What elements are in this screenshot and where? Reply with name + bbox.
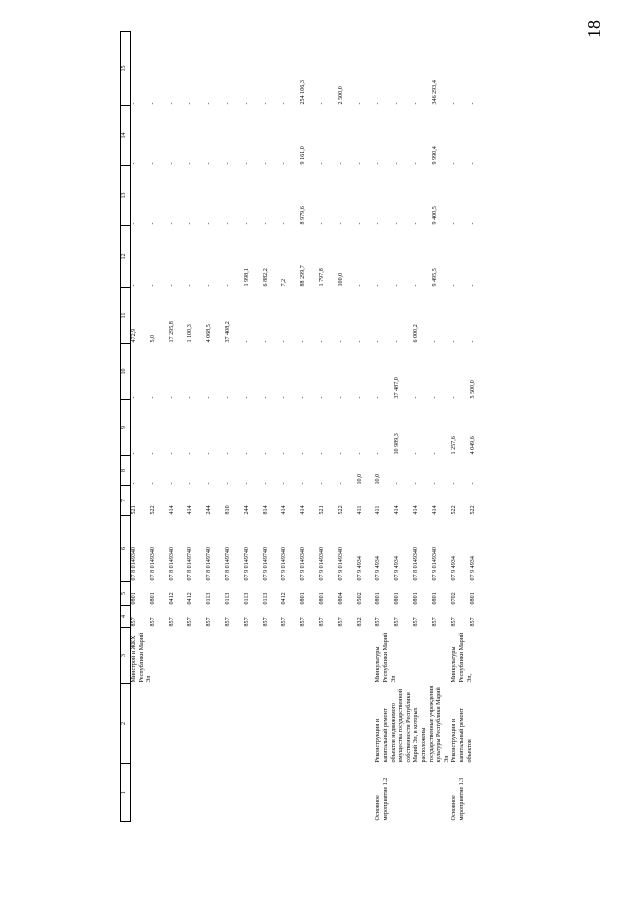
table-cell: - xyxy=(300,396,307,399)
table-cell: 10 989,3 xyxy=(394,433,401,455)
table-cell: - xyxy=(337,396,344,399)
table-cell: 10,0 xyxy=(356,473,363,485)
table-cell: 07 9 0149340 xyxy=(318,546,325,581)
table-cell: 07 8 0149740 xyxy=(206,546,213,581)
table-cell: 07 8 0149340 xyxy=(168,546,175,581)
column-number: 14 xyxy=(121,106,131,166)
table-cell: - xyxy=(262,222,269,225)
table-cell: - xyxy=(394,284,401,287)
table-cell: 832 xyxy=(356,617,363,627)
table-cell: - xyxy=(243,452,250,455)
table-cell: 07 9 0149340 xyxy=(281,546,288,581)
table-cell: 07 8 0149340 xyxy=(149,546,156,581)
table-row xyxy=(131,32,150,822)
table-cell: 1 100,3 xyxy=(187,324,194,343)
table-cell: 07 8 0149740 xyxy=(224,546,231,581)
rotated-table-wrapper xyxy=(120,32,590,822)
table-cell: - xyxy=(131,102,137,105)
table-cell: - xyxy=(356,162,363,165)
table-cell: 0801 xyxy=(375,592,382,605)
table-cell: 1 257,6 xyxy=(451,436,458,455)
table-cell: 07 9 4934 xyxy=(356,556,363,581)
table-cell: - xyxy=(281,162,288,165)
column-number: 6 xyxy=(121,516,131,582)
table-cell: - xyxy=(206,284,213,287)
table-cell: - xyxy=(206,396,213,399)
table-cell: 07 8 0149340 xyxy=(131,546,137,581)
table-cell: 8 979,6 xyxy=(300,206,307,225)
activity-cell xyxy=(131,764,376,822)
table-cell: 414 xyxy=(187,505,194,515)
table-cell: - xyxy=(281,222,288,225)
table-cell: 0113 xyxy=(224,592,231,605)
table-cell: - xyxy=(262,102,269,105)
table-cell: 814 xyxy=(262,505,269,515)
table-cell: - xyxy=(262,162,269,165)
table-cell: - xyxy=(337,482,344,485)
table-cell: - xyxy=(318,452,325,455)
table-cell: 07 9 4934 xyxy=(451,556,458,581)
table-cell: 0801 xyxy=(432,592,439,605)
table-cell: - xyxy=(206,102,213,105)
table-cell: - xyxy=(168,102,175,105)
table-cell: - xyxy=(394,482,401,485)
column-number: 2 xyxy=(121,684,131,764)
table-cell: 9 495,5 xyxy=(432,268,439,287)
table-cell: - xyxy=(131,396,137,399)
column-number: 10 xyxy=(121,344,131,400)
table-cell: - xyxy=(318,340,325,343)
table-cell: - xyxy=(281,482,288,485)
table-cell: - xyxy=(206,222,213,225)
table-cell: 5 500,0 xyxy=(470,380,477,399)
table-cell: 1 797,8 xyxy=(318,268,325,287)
column-number: 15 xyxy=(121,32,131,106)
table-cell: 522 xyxy=(470,505,477,515)
table-cell: 0113 xyxy=(243,592,250,605)
table-cell: 346 293,4 xyxy=(432,80,439,105)
table-cell: - xyxy=(300,482,307,485)
table-cell: - xyxy=(262,396,269,399)
table-body xyxy=(121,32,490,822)
table-cell: - xyxy=(262,482,269,485)
table-cell: - xyxy=(451,340,458,343)
table-cell: 857 xyxy=(131,617,137,627)
table-cell: 857 xyxy=(149,617,156,627)
table-cell: 857 xyxy=(432,617,439,627)
table-cell: - xyxy=(413,102,420,105)
table-cell: 07 9 4934 xyxy=(470,556,477,581)
table-cell: - xyxy=(451,162,458,165)
header-row xyxy=(121,32,131,822)
name-cell: Реконструкция и капитальный ремонт объектов недвижимого имущества государственной собственности Республики Марий Эл, в которых расположены государственные учреждения культуры Республики Марий Эл xyxy=(375,685,450,763)
table-cell: 07 9 0149740 xyxy=(243,546,250,581)
table-cell: 6 000,2 xyxy=(413,324,420,343)
table-cell: 522 xyxy=(451,505,458,515)
table-cell: - xyxy=(187,102,194,105)
table-cell: 522 xyxy=(149,505,156,515)
table-cell: - xyxy=(262,340,269,343)
table-cell: - xyxy=(224,396,231,399)
table-cell: - xyxy=(224,284,231,287)
table-cell: 0801 xyxy=(131,592,137,605)
table-cell: - xyxy=(149,162,156,165)
table-cell: - xyxy=(318,482,325,485)
table-cell: - xyxy=(318,162,325,165)
table-cell: - xyxy=(413,396,420,399)
table-cell: - xyxy=(187,396,194,399)
table-cell: 414 xyxy=(413,505,420,515)
table-cell: 37 408,2 xyxy=(224,321,231,343)
table-cell: 0113 xyxy=(262,592,269,605)
table-cell: 9 400,5 xyxy=(432,206,439,225)
table-cell: - xyxy=(356,102,363,105)
table-cell: 0113 xyxy=(206,592,213,605)
table-cell: 0801 xyxy=(413,592,420,605)
table-cell: - xyxy=(224,222,231,225)
table-cell: 522 xyxy=(337,505,344,515)
table-cell: - xyxy=(149,284,156,287)
table-cell: - xyxy=(206,452,213,455)
table-cell: - xyxy=(375,452,382,455)
table-cell: 88 299,7 xyxy=(300,265,307,287)
table-cell: - xyxy=(413,222,420,225)
table-cell: - xyxy=(224,162,231,165)
executor-cell: Минкультуры Республики Марий Эл, xyxy=(451,632,473,683)
table-cell: - xyxy=(281,452,288,455)
table-cell: - xyxy=(206,162,213,165)
table-cell: 07 9 4934 xyxy=(375,556,382,581)
table-cell: - xyxy=(375,396,382,399)
table-cell: - xyxy=(168,482,175,485)
table-cell: 07 8 0149740 xyxy=(187,546,194,581)
table-row xyxy=(451,32,470,822)
table-cell: - xyxy=(131,284,137,287)
table-cell: 521 xyxy=(318,505,325,515)
table-cell: 1 998,1 xyxy=(243,268,250,287)
column-number: 12 xyxy=(121,226,131,288)
table-cell: 810 xyxy=(224,505,231,515)
table-cell: 411 xyxy=(375,505,382,515)
table-cell: 857 xyxy=(451,617,458,627)
table-cell: 9 990,4 xyxy=(432,146,439,165)
table-cell: 2 500,0 xyxy=(337,86,344,105)
table-cell: - xyxy=(149,452,156,455)
table-cell: 411 xyxy=(356,505,363,515)
table-cell: - xyxy=(432,482,439,485)
table-cell: - xyxy=(149,396,156,399)
table-cell: 414 xyxy=(432,505,439,515)
table-cell: - xyxy=(432,396,439,399)
table-cell: - xyxy=(243,162,250,165)
table-cell: 4 068,5 xyxy=(206,324,213,343)
table-cell: - xyxy=(394,102,401,105)
table-cell: - xyxy=(131,452,137,455)
table-cell: - xyxy=(168,222,175,225)
table-cell: - xyxy=(262,452,269,455)
table-cell: 521 xyxy=(131,505,137,515)
table-cell: 857 xyxy=(300,617,307,627)
table-cell: - xyxy=(318,102,325,105)
table-cell: - xyxy=(281,340,288,343)
table-cell: 07 8 0149340 xyxy=(413,546,420,581)
table-cell: - xyxy=(243,340,250,343)
table-cell: - xyxy=(318,222,325,225)
table-cell: 857 xyxy=(337,617,344,627)
table-cell: - xyxy=(356,284,363,287)
table-cell: 857 xyxy=(206,617,213,627)
table-cell: - xyxy=(224,102,231,105)
activity-cell: Основное мероприятие 1.2 xyxy=(375,777,389,821)
executor-cell: Минкультуры Республики Марий Эл xyxy=(375,632,397,683)
table-cell: - xyxy=(149,102,156,105)
table-cell: 414 xyxy=(300,505,307,515)
table-cell: - xyxy=(375,162,382,165)
table-cell: - xyxy=(451,102,458,105)
table-cell: - xyxy=(451,396,458,399)
table-cell: - xyxy=(413,452,420,455)
table-cell: - xyxy=(168,162,175,165)
table-cell: 857 xyxy=(413,617,420,627)
table-cell: 17 295,8 xyxy=(168,321,175,343)
table-cell: - xyxy=(187,284,194,287)
table-cell: - xyxy=(470,222,477,225)
table-cell: - xyxy=(394,340,401,343)
page-number: 18 xyxy=(584,20,604,38)
column-number: 7 xyxy=(121,486,131,516)
table-cell: - xyxy=(187,162,194,165)
table-cell: - xyxy=(337,162,344,165)
column-number: 5 xyxy=(121,582,131,606)
table-cell: - xyxy=(356,396,363,399)
table-cell: - xyxy=(451,284,458,287)
table-cell: 0804 xyxy=(337,592,344,605)
table-cell: - xyxy=(243,396,250,399)
column-number: 4 xyxy=(121,606,131,628)
table-cell: 9 161,0 xyxy=(300,146,307,165)
table-cell: - xyxy=(470,162,477,165)
table-cell: 857 xyxy=(375,617,382,627)
table-cell: 0801 xyxy=(149,592,156,605)
table-cell: 0412 xyxy=(168,592,175,605)
table-cell: 414 xyxy=(168,505,175,515)
table-cell: 857 xyxy=(281,617,288,627)
table-cell: - xyxy=(451,222,458,225)
table-cell: - xyxy=(300,452,307,455)
table-cell: 37 487,0 xyxy=(394,377,401,399)
table-cell: - xyxy=(243,222,250,225)
budget-table xyxy=(120,31,489,822)
column-number: 13 xyxy=(121,166,131,226)
table-cell: - xyxy=(243,482,250,485)
table-cell: 0801 xyxy=(394,592,401,605)
table-cell: 10,0 xyxy=(375,473,382,485)
table-cell: - xyxy=(356,452,363,455)
name-cell: Реконструкция и капитальный ремонт объектов xyxy=(451,708,473,763)
table-cell: - xyxy=(168,452,175,455)
table-cell: - xyxy=(149,222,156,225)
table-cell: 07 9 4934 xyxy=(394,556,401,581)
table-cell: 100,0 xyxy=(337,272,344,287)
table-cell: 0412 xyxy=(187,592,194,605)
table-cell: - xyxy=(243,102,250,105)
table-cell: - xyxy=(318,396,325,399)
table-cell: - xyxy=(394,222,401,225)
table-cell: - xyxy=(131,162,137,165)
table-cell: 07 9 0149340 xyxy=(432,546,439,581)
table-cell: - xyxy=(432,452,439,455)
table-cell: - xyxy=(168,396,175,399)
table-cell: - xyxy=(432,340,439,343)
table-cell: 857 xyxy=(470,617,477,627)
table-cell: - xyxy=(470,482,477,485)
table-cell: 5,0 xyxy=(149,334,156,343)
table-cell: 07 9 0149340 xyxy=(300,546,307,581)
table-cell: - xyxy=(131,482,137,485)
table-cell: 244 xyxy=(243,505,250,515)
table-cell: - xyxy=(375,102,382,105)
table-cell: - xyxy=(337,340,344,343)
table-cell: - xyxy=(375,284,382,287)
table-cell: - xyxy=(281,396,288,399)
table-cell: 244 xyxy=(206,505,213,515)
table-cell: 07 9 0149340 xyxy=(337,546,344,581)
table-cell: 0502 xyxy=(356,592,363,605)
executor-cell: Минстрой и ЖКХ Республики Марий Эл xyxy=(131,632,153,683)
table-cell: 0801 xyxy=(300,592,307,605)
table-cell: - xyxy=(187,452,194,455)
table-cell: - xyxy=(131,222,137,225)
name-cell xyxy=(131,684,376,764)
column-number: 1 xyxy=(121,764,131,822)
table-cell: - xyxy=(375,340,382,343)
table-cell: 857 xyxy=(187,617,194,627)
column-number: 8 xyxy=(121,456,131,486)
table-cell: - xyxy=(337,222,344,225)
table-cell: - xyxy=(470,102,477,105)
table-cell: 6 882,2 xyxy=(262,268,269,287)
table-cell: 0801 xyxy=(318,592,325,605)
table-cell: - xyxy=(300,340,307,343)
table-cell: 857 xyxy=(243,617,250,627)
table-cell: 414 xyxy=(394,505,401,515)
table-cell: - xyxy=(224,482,231,485)
table-cell: 857 xyxy=(394,617,401,627)
table-cell: - xyxy=(375,222,382,225)
table-cell: - xyxy=(149,482,156,485)
table-cell: - xyxy=(356,222,363,225)
column-number: 3 xyxy=(121,628,131,684)
table-cell: 857 xyxy=(168,617,175,627)
table-cell: - xyxy=(451,482,458,485)
activity-cell: Основное мероприятие 1.3 xyxy=(451,777,466,821)
table-cell: - xyxy=(281,102,288,105)
table-cell: - xyxy=(394,162,401,165)
table-cell: 472,9 xyxy=(131,328,137,343)
table-cell: - xyxy=(206,482,213,485)
table-cell: 857 xyxy=(224,617,231,627)
table-cell: - xyxy=(187,482,194,485)
table-cell: 414 xyxy=(281,505,288,515)
table-cell: - xyxy=(413,284,420,287)
table-cell: - xyxy=(187,222,194,225)
table-cell: 857 xyxy=(262,617,269,627)
table-cell: - xyxy=(413,162,420,165)
column-number: 9 xyxy=(121,400,131,456)
table-cell: - xyxy=(413,482,420,485)
table-cell: 4 049,6 xyxy=(470,436,477,455)
table-row xyxy=(375,32,394,822)
table-cell: 0702 xyxy=(451,592,458,605)
table-cell: 7,2 xyxy=(281,278,288,287)
table-cell: - xyxy=(356,340,363,343)
table-cell: 254 106,3 xyxy=(300,80,307,105)
table-cell: 0801 xyxy=(470,592,477,605)
table-cell: - xyxy=(470,340,477,343)
table-cell: - xyxy=(470,284,477,287)
table-cell: 0412 xyxy=(281,592,288,605)
table-cell: - xyxy=(224,452,231,455)
table-cell: - xyxy=(337,452,344,455)
table-cell: 07 9 0149740 xyxy=(262,546,269,581)
table-cell: - xyxy=(168,284,175,287)
column-number: 11 xyxy=(121,288,131,344)
table-cell: 857 xyxy=(318,617,325,627)
